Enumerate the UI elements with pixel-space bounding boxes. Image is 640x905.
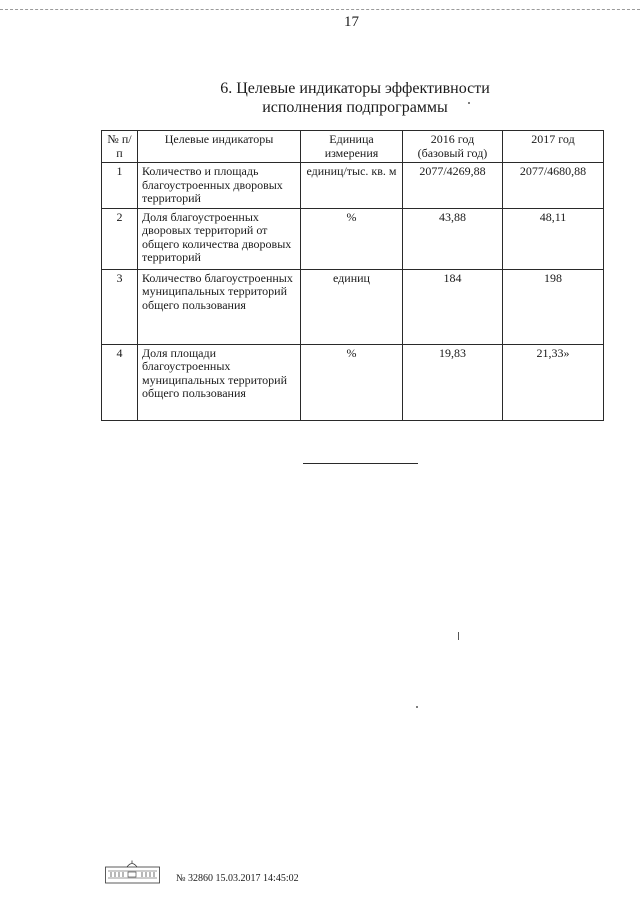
header-2017: 2017 год [503, 131, 604, 163]
table-row [102, 163, 604, 209]
cell-2016: 184 [403, 269, 503, 344]
cell-indicator: Доля благоустроенных дворовых территорий от общего количества дворовых территорий [138, 208, 301, 269]
table-row [102, 344, 604, 420]
cell-2016: 2077/4269,88 [403, 163, 503, 209]
table-row [102, 208, 604, 269]
cell-unit: единиц/тыс. кв. м [301, 163, 403, 209]
cell-2017: 48,11 [503, 208, 604, 269]
header-name: Целевые индикаторы [138, 131, 301, 163]
government-building-stamp-icon [105, 860, 160, 884]
indicators-table [101, 130, 604, 421]
cell-2016: 43,88 [403, 208, 503, 269]
cell-indicator: Количество и площадь благоустроенных дворовых территорий [138, 163, 301, 209]
registration-footer: № 32860 15.03.2017 14:45:02 [176, 873, 299, 884]
cell-indicator: Количество благоустроенных муниципальных территорий общего пользования [138, 269, 301, 344]
cell-2017: 198 [503, 269, 604, 344]
header-num: № п/п [102, 131, 138, 163]
end-of-section-line [303, 463, 418, 464]
section-title: 6. Целевые индикаторы эффективности исполнения подпрограммы [220, 80, 490, 116]
cell-num: 2 [102, 208, 138, 269]
cell-num: 4 [102, 344, 138, 420]
cell-2017: 2077/4680,88 [503, 163, 604, 209]
scan-speck [416, 706, 418, 708]
scan-speck [458, 632, 459, 640]
table-header-row [102, 131, 604, 163]
cell-unit: единиц [301, 269, 403, 344]
cell-num: 1 [102, 163, 138, 209]
cell-unit: % [301, 344, 403, 420]
cell-2017: 21,33» [503, 344, 604, 420]
cell-indicator: Доля площади благоустроенных муниципальных территорий общего пользования [138, 344, 301, 420]
header-2016: 2016 год (базовый год) [403, 131, 503, 163]
scan-speck [468, 102, 470, 104]
header-unit: Единица измерения [301, 131, 403, 163]
cell-num: 3 [102, 269, 138, 344]
cell-2016: 19,83 [403, 344, 503, 420]
table-row [102, 269, 604, 344]
page-number: 17 [344, 14, 359, 30]
scan-top-edge-line [0, 9, 640, 10]
cell-unit: % [301, 208, 403, 269]
